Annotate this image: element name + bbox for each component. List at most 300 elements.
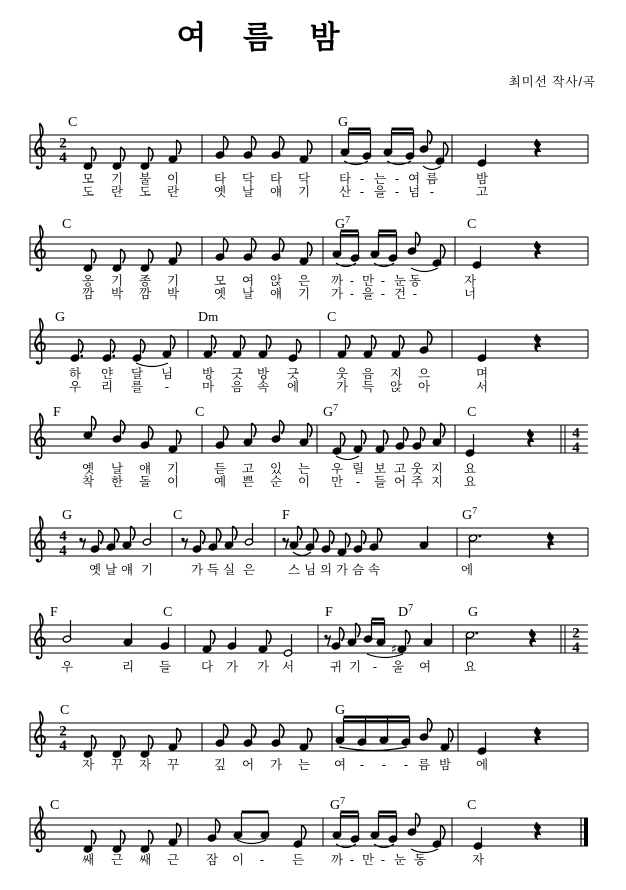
lyric-syllable: 만 — [361, 853, 375, 867]
note — [112, 249, 125, 272]
lyric-syllable: 산 — [338, 185, 352, 199]
note — [353, 530, 366, 553]
lyric-syllable: 타 — [213, 172, 227, 186]
note — [168, 430, 181, 453]
lyric-syllable: 얘 — [269, 185, 283, 199]
lyric-syllable: 얘 — [269, 287, 283, 301]
note — [208, 528, 221, 551]
note — [419, 718, 432, 741]
lyric-syllable: 기 — [297, 287, 311, 301]
note — [391, 630, 410, 656]
chord-label: $G^7$ — [462, 506, 478, 523]
note — [407, 232, 420, 255]
lyric-syllable: 고 — [475, 185, 489, 199]
lyric-syllable: 깜 — [81, 287, 95, 301]
note — [383, 130, 392, 156]
note — [331, 627, 344, 650]
lyric-syllable: 리 — [121, 660, 135, 674]
slur — [237, 840, 266, 844]
lyric-syllable: - — [394, 172, 400, 186]
slur — [367, 654, 403, 658]
chord-label: G — [468, 605, 479, 620]
lyric-syllable: 은 — [242, 563, 256, 577]
note — [435, 142, 448, 165]
staff-system-6 — [30, 603, 588, 674]
lyric-syllable: 넘 — [407, 185, 421, 199]
eighth-flag — [224, 724, 228, 738]
lyric-syllable: 은 — [297, 274, 311, 288]
lyric-syllable: - — [381, 758, 387, 772]
time-signature: 2 — [59, 723, 67, 740]
chord-label: F — [325, 605, 333, 620]
time-signature: 2 — [59, 135, 67, 152]
chord-label: $D^7$ — [398, 603, 414, 620]
note — [140, 147, 153, 170]
lyric-syllable: 가 — [335, 563, 349, 577]
eighth-flag — [149, 426, 153, 440]
lyric-syllable: 스 — [287, 563, 301, 577]
lyric-syllable: 날 — [110, 462, 124, 476]
note — [347, 623, 360, 646]
note — [465, 434, 474, 457]
lyric-syllable: 여 — [333, 758, 347, 772]
augmentation-dot — [475, 632, 478, 635]
lyric-syllable: 가 — [225, 660, 239, 674]
eighth-flag — [280, 238, 284, 252]
lyric-syllable: 모 — [213, 274, 227, 288]
note — [395, 427, 408, 450]
composer-credit: 최미선 작사/곡 — [508, 75, 596, 89]
note — [70, 339, 83, 362]
treble-clef-icon — [36, 754, 39, 757]
lyric-syllable: 우 — [68, 380, 82, 394]
lyric-syllable: 옹 — [81, 274, 95, 288]
note — [375, 430, 388, 453]
time-signature: 4 — [59, 543, 67, 559]
treble-clef-icon — [37, 414, 42, 459]
lyric-syllable: 릴 — [351, 462, 365, 476]
lyric-syllable: 눈 — [393, 274, 407, 288]
lyric-syllable: 불 — [138, 172, 152, 186]
note — [332, 813, 341, 839]
treble-clef-icon — [37, 226, 42, 271]
note — [423, 623, 432, 646]
chord-label: G — [338, 115, 349, 130]
lyric-syllable: 서 — [475, 380, 489, 394]
lyric-syllable: - — [349, 853, 355, 867]
lyric-syllable: 마 — [201, 380, 215, 394]
note — [405, 130, 414, 160]
lyric-syllable: 날 — [104, 563, 118, 577]
lyric-syllable: 동 — [413, 853, 427, 867]
lyric-syllable: 가 — [190, 563, 204, 577]
lyric-syllable: 밤 — [438, 758, 452, 772]
time-signature: 4 — [572, 640, 580, 656]
treble-clef-icon — [37, 517, 42, 562]
augmentation-dot — [213, 351, 216, 354]
lyric-syllable: 기 — [140, 563, 154, 577]
note — [83, 147, 96, 170]
lyric-syllable: - — [355, 475, 361, 489]
lyric-syllable: 득 — [361, 380, 375, 394]
slur — [339, 747, 407, 751]
lyric-syllable: 들 — [373, 475, 387, 489]
chord-label: G — [55, 310, 66, 325]
eighth-flag — [216, 819, 220, 833]
augmentation-dot — [80, 355, 83, 358]
augmentation-dot — [478, 535, 481, 538]
lyric-syllable: 여 — [418, 660, 432, 674]
lyric-syllable: 여 — [407, 172, 421, 186]
note — [391, 335, 404, 358]
lyric-syllable: - — [359, 185, 365, 199]
lyric-syllable: 꾸 — [110, 758, 124, 772]
note — [407, 813, 420, 836]
lyric-syllable: - — [412, 287, 418, 301]
chord-label: C — [327, 310, 337, 325]
lyric-syllable: 고 — [393, 462, 407, 476]
note — [271, 420, 284, 443]
lyric-syllable: - — [394, 185, 400, 199]
treble-clef-icon — [37, 319, 42, 364]
lyric-syllable: 옛 — [213, 185, 227, 199]
eighth-flag — [280, 724, 284, 738]
lyric-syllable: 지 — [430, 475, 444, 489]
lyric-syllable: 긋 — [230, 367, 244, 381]
chord-label: G — [335, 703, 346, 718]
treble-clef-icon — [37, 712, 42, 757]
lyric-syllable: 가 — [335, 380, 349, 394]
lyric-syllable: 는 — [373, 172, 387, 186]
lyric-syllable: 도 — [81, 185, 95, 199]
note — [440, 728, 453, 751]
note — [350, 232, 359, 262]
note — [168, 242, 181, 265]
lyric-syllable: 들 — [158, 660, 172, 674]
lyric-syllable: 착 — [81, 475, 95, 489]
note — [83, 830, 96, 853]
note — [160, 627, 169, 650]
lyric-syllable: 리 — [100, 380, 114, 394]
lyric-syllable: 타 — [338, 172, 352, 186]
lyric-syllable: - — [380, 853, 386, 867]
slur — [293, 552, 311, 556]
note — [305, 528, 318, 551]
lyric-syllable: 얀 — [100, 367, 114, 381]
time-signature: 4 — [572, 440, 580, 456]
note — [140, 249, 153, 272]
lyric-syllable: 이 — [166, 172, 180, 186]
staff-system-4 — [30, 403, 588, 489]
lyric-syllable: 꾸 — [166, 758, 180, 772]
lyric-syllable: 방 — [201, 367, 215, 381]
note — [168, 140, 181, 163]
note — [350, 813, 359, 843]
treble-clef-icon — [36, 849, 39, 852]
eighth-rest — [181, 538, 184, 541]
lyric-syllable: 음 — [230, 380, 244, 394]
slur — [336, 456, 359, 460]
note — [168, 823, 181, 846]
lyric-syllable: 박 — [166, 287, 180, 301]
lyric-syllable: 우 — [60, 660, 74, 674]
lyric-syllable: 앉 — [389, 380, 403, 394]
note — [122, 526, 135, 549]
note — [83, 735, 96, 758]
note — [412, 427, 425, 450]
lyric-syllable: 다 — [200, 660, 214, 674]
note — [340, 130, 349, 156]
treble-clef-icon — [36, 268, 39, 271]
note — [227, 627, 236, 650]
note — [132, 339, 145, 362]
lyric-syllable: - — [380, 287, 386, 301]
note — [140, 735, 153, 758]
note — [123, 623, 132, 646]
lyric-syllable: - — [349, 274, 355, 288]
note — [168, 728, 181, 751]
note — [299, 140, 312, 163]
lyric-syllable: 얘 — [120, 563, 134, 577]
note — [243, 423, 256, 446]
lyric-syllable: 기 — [166, 274, 180, 288]
note — [335, 718, 344, 744]
chord-label: $G^7$ — [330, 796, 346, 813]
staff-system-2 — [30, 215, 588, 301]
lyric-syllable: 모 — [81, 172, 95, 186]
time-signature: 4 — [59, 150, 67, 166]
lyric-syllable: 란 — [110, 185, 124, 199]
eighth-rest — [324, 635, 327, 638]
lyric-syllable: 자 — [471, 853, 485, 867]
lyric-syllable: 자 — [138, 758, 152, 772]
note — [260, 813, 269, 839]
lyric-syllable: - — [372, 660, 378, 674]
note — [299, 728, 312, 751]
lyric-syllable: 옛 — [81, 462, 95, 476]
eighth-rest — [282, 538, 285, 541]
lyric-syllable: 의 — [319, 563, 333, 577]
lyric-syllable: 깜 — [138, 287, 152, 301]
note — [112, 735, 125, 758]
lyric-syllable: 옛 — [213, 287, 227, 301]
lyric-syllable: - — [259, 853, 265, 867]
note — [244, 523, 253, 546]
lyric-syllable: 가 — [330, 287, 344, 301]
note — [112, 830, 125, 853]
note — [224, 526, 237, 549]
lyric-syllable: - — [380, 274, 386, 288]
time-signature: 4 — [572, 425, 580, 442]
time-signature: 2 — [572, 625, 580, 642]
chord-label: C — [50, 798, 60, 813]
lyric-syllable: 근 — [110, 853, 124, 867]
note — [419, 526, 428, 549]
lyric-syllable: 에 — [286, 380, 300, 394]
lyric-syllable: 며 — [475, 367, 489, 381]
note — [432, 244, 445, 267]
note — [332, 232, 341, 258]
note — [140, 830, 153, 853]
lyric-syllable: 날 — [241, 287, 255, 301]
note — [62, 620, 71, 643]
lyric-syllable: - — [359, 758, 365, 772]
lyric-syllable: 님 — [160, 367, 174, 381]
lyric-syllable: 귀 — [329, 660, 343, 674]
note — [112, 147, 125, 170]
chord-label: C — [467, 217, 477, 232]
lyric-syllable: - — [164, 380, 170, 394]
lyric-syllable: 쌔 — [138, 853, 152, 867]
staff-system-1 — [30, 115, 588, 199]
note — [337, 335, 350, 358]
note — [369, 528, 382, 551]
note — [473, 827, 482, 850]
lyric-syllable: 깊 — [213, 758, 227, 772]
note — [258, 630, 271, 653]
lyric-syllable: 기 — [297, 185, 311, 199]
lyric-syllable: 예 — [213, 475, 227, 489]
treble-clef-icon — [36, 361, 39, 364]
note — [477, 732, 486, 755]
lyric-syllable: 긋 — [286, 367, 300, 381]
lyric-syllable: 고 — [241, 462, 255, 476]
time-signature: 4 — [59, 738, 67, 754]
note — [432, 825, 445, 848]
staff-system-7 — [30, 703, 588, 772]
note — [299, 242, 312, 265]
note — [192, 530, 205, 553]
lyric-syllable: 이 — [231, 853, 245, 867]
chord-label: C — [163, 605, 173, 620]
lyric-syllable: 는 — [297, 462, 311, 476]
treble-clef-icon — [37, 124, 42, 169]
lyric-syllable: 박 — [110, 287, 124, 301]
note — [363, 335, 376, 358]
lyric-syllable: 에 — [475, 758, 489, 772]
lyric-syllable: 닥 — [241, 172, 255, 186]
lyric-syllable: 실 — [222, 563, 236, 577]
note — [477, 144, 486, 167]
lyric-syllable: 얘 — [138, 462, 152, 476]
note — [388, 813, 397, 843]
note — [83, 416, 96, 439]
chord-label: C — [195, 405, 205, 420]
note — [477, 339, 486, 362]
staff-system-5 — [30, 506, 588, 577]
lyric-syllable: 너 — [463, 287, 477, 301]
staff-system-8 — [30, 796, 588, 867]
chord-label: $G^7$ — [335, 215, 351, 232]
treble-clef-icon — [37, 614, 42, 659]
lyric-syllable: 근 — [166, 853, 180, 867]
lyric-syllable: 우 — [330, 462, 344, 476]
lyric-syllable: 닥 — [297, 172, 311, 186]
lyric-syllable: 있 — [269, 462, 283, 476]
note — [293, 825, 306, 848]
lyric-syllable: 동 — [408, 274, 422, 288]
lyric-syllable: 날 — [241, 185, 255, 199]
note — [112, 420, 125, 443]
sharp-icon: ♯ — [391, 642, 397, 656]
note — [233, 813, 242, 839]
treble-clef-icon — [37, 807, 42, 852]
lyric-syllable: 에 — [460, 563, 474, 577]
lyric-syllable: 건 — [393, 287, 407, 301]
note — [162, 335, 175, 358]
treble-clef-icon — [36, 456, 39, 459]
lyric-syllable: 가 — [269, 758, 283, 772]
eighth-flag — [92, 416, 96, 430]
chord-label: Dm — [198, 309, 219, 325]
lyric-syllable: 기 — [110, 172, 124, 186]
lyric-syllable: 속 — [256, 380, 270, 394]
lyric-syllable: 서 — [281, 660, 295, 674]
note — [370, 813, 379, 839]
note — [142, 523, 151, 546]
note — [332, 432, 345, 455]
lyric-syllable: 울 — [391, 660, 405, 674]
lyric-syllable: 어 — [393, 475, 407, 489]
note — [419, 130, 432, 153]
augmentation-dot — [112, 355, 115, 358]
note — [353, 430, 366, 453]
lyric-syllable: 한 — [110, 475, 124, 489]
lyric-syllable: - — [359, 172, 365, 186]
chord-label: F — [282, 508, 290, 523]
note — [337, 533, 350, 556]
lyric-syllable: 돌 — [138, 475, 152, 489]
note — [202, 630, 215, 653]
song-title: 여 름 밤 — [176, 20, 354, 55]
lyric-syllable: 자 — [463, 274, 477, 288]
lyric-syllable: 자 — [81, 758, 95, 772]
lyric-syllable: 보 — [373, 462, 387, 476]
lyric-syllable: 기 — [166, 462, 180, 476]
lyric-syllable: 속 — [367, 563, 381, 577]
lyric-syllable: 가 — [256, 660, 270, 674]
lyric-syllable: 종 — [138, 274, 152, 288]
treble-clef-icon — [36, 559, 39, 562]
lyric-syllable: 하 — [68, 367, 82, 381]
lyric-syllable: - — [429, 185, 435, 199]
note — [288, 339, 301, 362]
lyric-syllable: 타 — [269, 172, 283, 186]
lyric-syllable: 득 — [206, 563, 220, 577]
lyric-syllable: 을 — [361, 287, 375, 301]
lyric-syllable: 을 — [373, 185, 387, 199]
lyric-syllable: 는 — [297, 758, 311, 772]
staff-system-3 — [30, 309, 588, 394]
eighth-flag — [252, 238, 256, 252]
lyric-syllable: 앉 — [269, 274, 283, 288]
chord-label: C — [467, 798, 477, 813]
lyric-syllable: 님 — [303, 563, 317, 577]
note — [106, 528, 119, 551]
chord-label: C — [467, 405, 477, 420]
note — [321, 530, 334, 553]
lyric-syllable: 달 — [130, 367, 144, 381]
time-signature: 4 — [59, 528, 67, 545]
lyric-syllable: 순 — [269, 475, 283, 489]
note — [388, 232, 397, 262]
lyric-syllable: 를 — [130, 380, 144, 394]
lyric-syllable: 요 — [463, 462, 477, 476]
lyric-syllable: 웃 — [335, 367, 349, 381]
note — [258, 335, 271, 358]
lyric-syllable: 란 — [166, 185, 180, 199]
eighth-flag — [428, 331, 432, 345]
